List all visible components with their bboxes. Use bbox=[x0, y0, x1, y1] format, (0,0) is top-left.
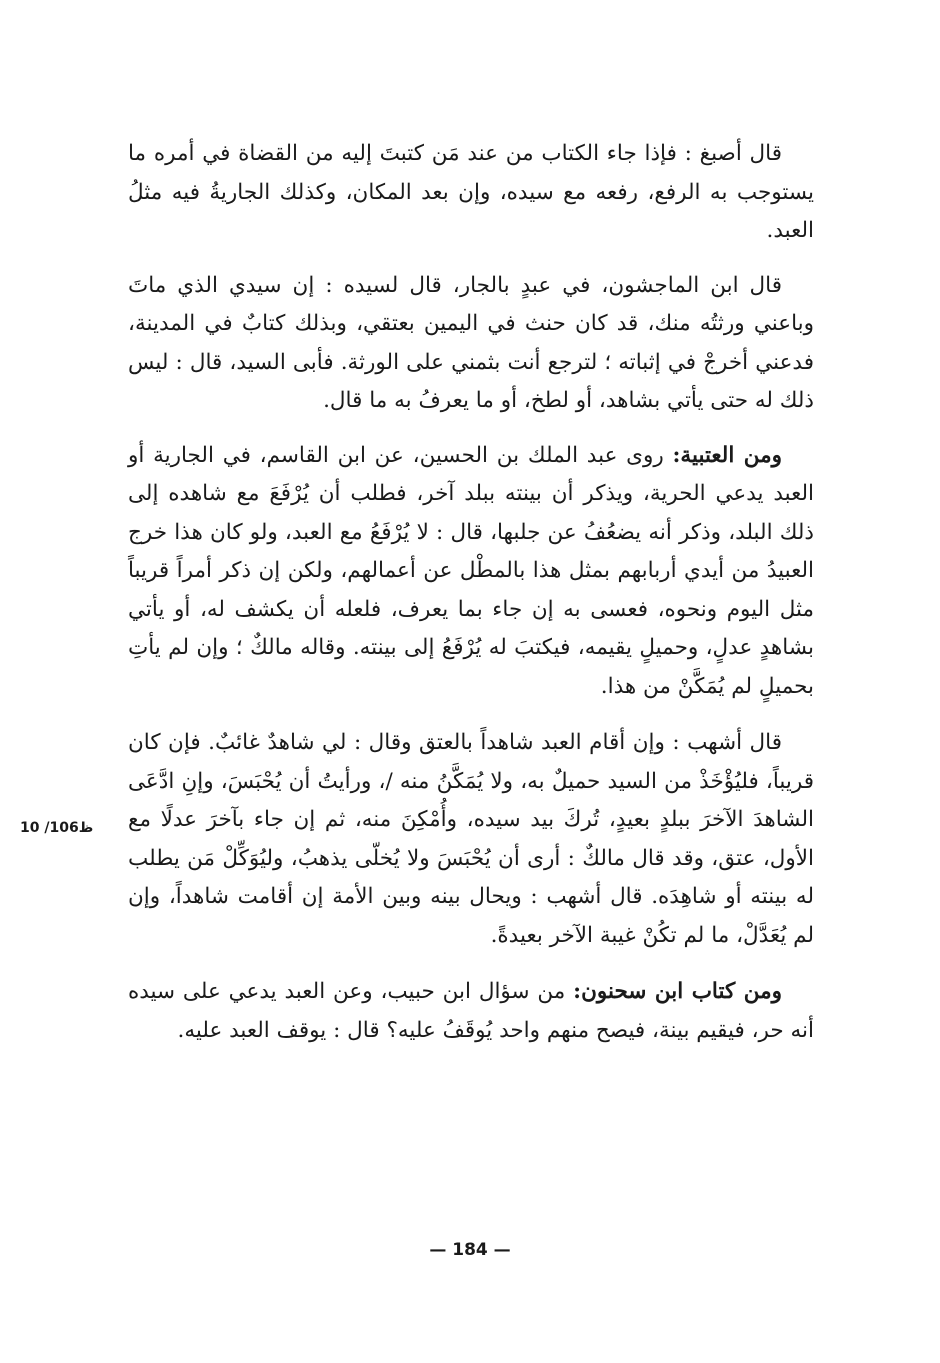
paragraph-4-text: قال أشهب : وإن أقام العبد شاهداً بالعتق وقال : لي شاهدٌ غائبٌ. فإن كان قريباً، فليُؤْخَذْ من السيد حميلٌ به، ولا يُمَكَّنُ منه /، ورأيتُ أن يُحْبَسَ، وإنِ ادَّعَى الشاهدَ الآخرَ ببلدٍ بعيدٍ، تُركَ بيد سيده، وأُمْكِنَ منه، ثم إن جاء بآخرَ عدلًا مع الأول، عتق، وقد قال مالكٌ : أرى أن يُحْبَسَ ولا يُخلّى يذهبُ، وليُوَكِّلْ مَن يطلب له بينته أو شاهِدَه. قال أشهب : ويحال بينه وبين الأمة إن أقامت شاهداً، وإن لم يُعَدَّلْ، ما لم تكُنْ غيبة الآخر بعيدةً. bbox=[128, 730, 814, 948]
paragraph-1 bbox=[128, 135, 814, 251]
paragraph-2-text: قال ابن الماجشون، في عبدٍ بالجار، قال لسيده : إن سيدي الذي ماتَ وباعني ورثتُه منك، قد كان حنث في اليمين بعتقي، وبذلك كتابٌ في المدينة، فدعني أخرجْ في إثباته ؛ لترجع أنت بثمني على الورثة. فأبى السيد، قال : ليس ذلك له حتى يأتي بشاهد، أو لطخ، أو ما يعرفُ به ما قال. bbox=[128, 272, 814, 413]
source-heading-ibn-sahnun: ومن كتاب ابن سحنون: bbox=[573, 979, 782, 1004]
paragraph-2 bbox=[128, 267, 814, 421]
paragraph-1-text: قال أصبغ : فإذا جاء الكتاب من عند مَن كتبتَ إليه من القضاة في أمره ما يستوجب به الرفع، رفعه مع سيده، وإن بعد المكان، وكذلك الجاريةُ فيه مثلُ العبد. bbox=[128, 141, 814, 243]
paragraph-5-text: من سؤال ابن حبيب، وعن العبد يدعي على سيده أنه حر، فيقيم بينة، فيصح منهم واحد يُوقَفُ عليه؟ قال : يوقف العبد عليه. bbox=[128, 979, 814, 1043]
page-number: — 184 — bbox=[429, 1240, 511, 1260]
paragraph-5 bbox=[128, 973, 814, 1050]
manuscript-folio-reference: 10 /106ظ bbox=[20, 820, 94, 836]
source-heading-utbiyya: ومن العتبية: bbox=[672, 442, 782, 468]
paragraph-4 bbox=[128, 724, 814, 955]
paragraph-3 bbox=[128, 437, 814, 707]
page-body bbox=[128, 135, 814, 1050]
paragraph-3-text: روى عبد الملك بن الحسين، عن ابن القاسم، في الجارية أو العبد يدعي الحرية، ويذكر أن بينته ببلد آخر، فطلب أن يُرْفَعَ مع شاهده إلى ذلك البلد، وذكر أنه يضعُفُ عن جلبها، قال : لا يُرْفَعُ مع العبد، ولو كان هذا خرج العبيدُ من أيدي أربابهم بمثل هذا بالمطْل عن أعمالهم، ولكن إن ذكر أمراً قريباً مثل اليوم ونحوه، فعسى به إن جاء بما يعرف، فلعله أن يكشف له، أو يأتي بشاهدٍ عدلٍ، وحميلٍ يقيمه، فيكتبَ له يُرْفَعُ إلى بينته. وقاله مالكٌ ؛ وإن لم يأتِ بحميلٍ لم يُمَكَّنْ من هذا. bbox=[128, 442, 814, 699]
